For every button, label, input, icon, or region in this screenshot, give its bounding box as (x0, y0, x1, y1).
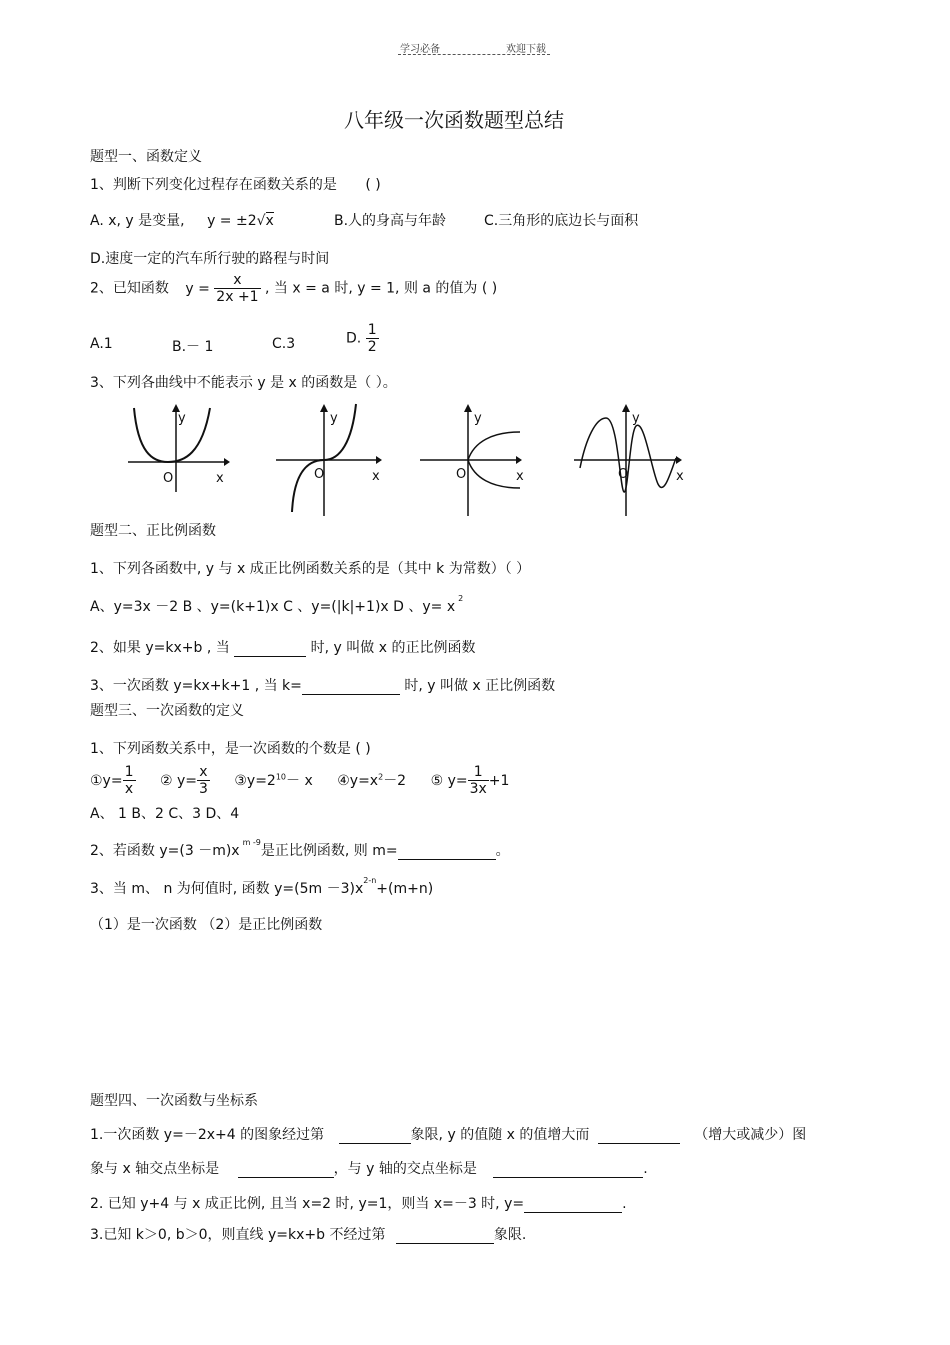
page-title: 八年级一次函数题型总结 (344, 108, 564, 132)
s1-q1 (90, 174, 381, 194)
s3-item-2-den: 3 (198, 781, 208, 798)
s4-q3-a: 3.已知 k＞0, b＞0，则直线 y=kx+b 不经过第 (90, 1227, 386, 1243)
s4-q2 (90, 1193, 627, 1213)
s3-q2-middle: 是正比例函数, 则 m= (260, 843, 398, 859)
s3-q1: 1、下列函数关系中，是一次函数的个数是 ( ) (90, 741, 371, 757)
graph-1-origin-label: O (163, 471, 174, 486)
s2-q3-blank[interactable] (302, 680, 400, 695)
graph-3-x-label: x (516, 469, 524, 484)
s2-q3 (90, 675, 555, 695)
s3-item-1-fraction (123, 764, 136, 797)
s2-q2 (90, 637, 475, 657)
graph-2 (272, 402, 392, 522)
s4-q3 (90, 1224, 526, 1244)
s3-item-2-fraction (197, 764, 210, 797)
s4-q1-f: . (643, 1161, 648, 1177)
s3-item-4-prefix: ④y=x (337, 772, 379, 789)
s1-q1-a-radicand: x (265, 213, 274, 229)
section2-heading: 题型二、正比例函数 (90, 523, 216, 539)
graph-2-y-label: y (330, 411, 338, 426)
s3-q2-exponent: m -9 (242, 838, 261, 848)
graph-1-y-label: y (178, 411, 186, 426)
s3-item-4-exponent: 2 (378, 771, 384, 781)
s1-q1-text: 1、判断下列变化过程存在函数关系的是 (90, 177, 337, 193)
s1-q2-d-label: D. (346, 330, 362, 347)
graph-1-svg (120, 402, 230, 494)
graph-4-origin-label: O (618, 467, 629, 482)
curve (134, 408, 210, 462)
s2-q3-prefix: 3、一次函数 y=kx+k+1 , 当 k= (90, 678, 302, 694)
s3-q2-prefix: 2、若函数 y=(3 －m)x (90, 843, 240, 859)
s3-item-5-prefix: ⑤ y= (430, 772, 468, 789)
s4-q2-b: . (622, 1196, 627, 1212)
graph-3 (416, 402, 532, 522)
graph-4-svg (572, 402, 688, 518)
s3-item-3 (234, 773, 317, 789)
y-axis-arrow-icon (320, 404, 328, 412)
s4-q1-c: （增大或减少）图 (694, 1127, 807, 1143)
s3-item-1 (90, 764, 140, 798)
s3-item-5 (430, 764, 510, 798)
s2-q1-options-text: A、y=3x －2 B 、y=(k+1)x C 、y=(|k|+1)x D 、y= x (90, 599, 456, 615)
graph-3-origin-label: O (456, 467, 467, 482)
s1-q2-den: 2x +1 (216, 289, 259, 306)
s3-q2-end: 。 (495, 843, 510, 859)
x-axis-arrow-icon (676, 456, 682, 464)
s2-q3-suffix: 时, y 叫做 x 正比例函数 (404, 678, 556, 694)
graph-1-x-label: x (216, 471, 224, 486)
s3-item-3-prefix: ③y=2 (234, 772, 276, 789)
s3-item-4-suffix: －2 (383, 772, 407, 789)
s2-q2-prefix: 2、如果 y=kx+b , 当 (90, 640, 230, 656)
s2-q1-exponent: 2 (458, 594, 464, 604)
s4-q1-e: ，与 y 轴的交点坐标是 (333, 1161, 477, 1177)
s1-q1-a-eq: y = ±2 (207, 213, 257, 229)
s2-q1: 1、下列各函数中, y 与 x 成正比例函数关系的是（其中 k 为常数）（ ） (90, 561, 531, 577)
s3-item-3-exponent: 10 (275, 771, 287, 781)
s4-q2-a: 2. 已知 y+4 与 x 成正比例, 且当 x=2 时, y=1，则当 x=－3 时, y= (90, 1196, 525, 1212)
s1-q2-num: x (233, 272, 242, 288)
header-right: 欢迎下载 (506, 44, 546, 55)
header-divider (398, 54, 550, 55)
s4-q2-blank[interactable] (524, 1198, 622, 1213)
s1-q3: 3、下列各曲线中不能表示 y 是 x 的函数是（ ）。 (90, 375, 397, 391)
s3-q3-prefix: 3、当 m、 n 为何值时, 函数 y=(5m －3)x (90, 881, 364, 897)
s4-q1-blank-1[interactable] (339, 1129, 411, 1144)
s3-item-5-fraction (468, 764, 489, 797)
s3-q2-blank[interactable] (398, 845, 496, 860)
graph-4-x-label: x (676, 469, 684, 484)
s4-q3-blank[interactable] (396, 1229, 494, 1244)
s3-item-5-num: 1 (473, 764, 483, 780)
y-axis-arrow-icon (622, 404, 630, 412)
s1-q2-option-d (346, 322, 379, 355)
s1-q1-a-prefix: A. x, y 是变量, (90, 213, 185, 229)
s1-q2-d-fraction (366, 322, 379, 355)
s3-item-2 (159, 764, 214, 798)
graph-3-svg (416, 402, 532, 518)
s3-q2 (90, 840, 510, 860)
x-axis-arrow-icon (376, 456, 382, 464)
s3-item-3-suffix: － x (286, 772, 313, 789)
s1-q2-d-num: 1 (367, 322, 377, 338)
s3-item-1-den: x (124, 781, 134, 798)
graph-3-y-label: y (474, 411, 482, 426)
graph-1 (120, 402, 230, 498)
s3-q1-options: A、 1 B、2 C、3 D、4 (90, 806, 240, 822)
s4-q3-b: 象限. (493, 1227, 527, 1243)
graph-2-origin-label: O (314, 467, 325, 482)
graph-4 (572, 402, 688, 522)
s4-q1-blank-3[interactable] (238, 1163, 334, 1178)
s3-q3-suffix: +(m+n) (376, 881, 434, 897)
s1-q2-prefix: 2、已知函数 (90, 280, 169, 297)
s1-q1-option-a (90, 210, 274, 230)
section1-heading: 题型一、函数定义 (90, 149, 202, 165)
s4-q1-blank-2[interactable] (598, 1129, 680, 1144)
s4-q1-line1 (90, 1124, 806, 1144)
section4-heading: 题型四、一次函数与坐标系 (90, 1093, 258, 1109)
s1-q2-option-a: A.1 (90, 336, 113, 352)
s4-q1-a: 1.一次函数 y=－2x+4 的图象经过第 (90, 1127, 325, 1143)
s1-q1-option-b: B.人的身高与年龄 (334, 213, 447, 229)
s1-q2-y: y = (185, 280, 210, 297)
x-axis-arrow-icon (516, 456, 522, 464)
s1-q2-option-b: B.－ 1 (172, 339, 214, 355)
s3-item-1-prefix: ①y= (90, 772, 123, 789)
s3-item-2-prefix: ② y= (159, 772, 197, 789)
s3-item-5-suffix: +1 (488, 772, 510, 789)
s2-q1-options (90, 596, 463, 616)
s1-q2-d-den: 2 (367, 339, 377, 356)
s3-item-1-num: 1 (124, 764, 134, 780)
s4-q1-blank-4[interactable] (493, 1163, 643, 1178)
graph-2-x-label: x (372, 469, 380, 484)
s1-q1-paren: ( ) (365, 177, 381, 193)
header-left: 学习必备 (400, 44, 440, 55)
s3-q3 (90, 878, 433, 898)
s4-q1-b: 象限, y 的值随 x 的值增大而 (410, 1127, 590, 1143)
graph-2-svg (272, 402, 392, 518)
s4-q1-line2 (90, 1158, 648, 1178)
s2-q2-suffix: 时, y 叫做 x 的正比例函数 (310, 640, 476, 656)
s3-item-5-den: 3x (469, 781, 487, 798)
s1-q2 (90, 272, 497, 305)
s3-item-2-num: x (199, 764, 208, 780)
s1-q2-fraction (214, 272, 260, 305)
s3-q3-subparts: （1）是一次函数 （2）是正比例函数 (90, 917, 323, 933)
x-axis-arrow-icon (224, 458, 230, 466)
s1-q2-option-c: C.3 (272, 336, 296, 352)
s3-item-4 (337, 773, 410, 789)
section3-heading: 题型三、一次函数的定义 (90, 703, 244, 719)
s4-q1-d: 象与 x 轴交点坐标是 (90, 1161, 220, 1177)
s1-q1-option-c: C.三角形的底边长与面积 (484, 213, 639, 229)
s2-q2-blank[interactable] (234, 642, 306, 657)
y-axis-arrow-icon (464, 404, 472, 412)
s1-q2-post: , 当 x = a 时, y = 1, 则 a 的值为 ( ) (265, 280, 498, 297)
sqrt-icon: √ (256, 213, 266, 229)
graph-4-y-label: y (632, 411, 640, 426)
s1-q1-option-d: D.速度一定的汽车所行驶的路程与时间 (90, 251, 330, 267)
s3-q1-items (90, 764, 509, 797)
s3-q3-exponent: 2-n (363, 876, 377, 886)
